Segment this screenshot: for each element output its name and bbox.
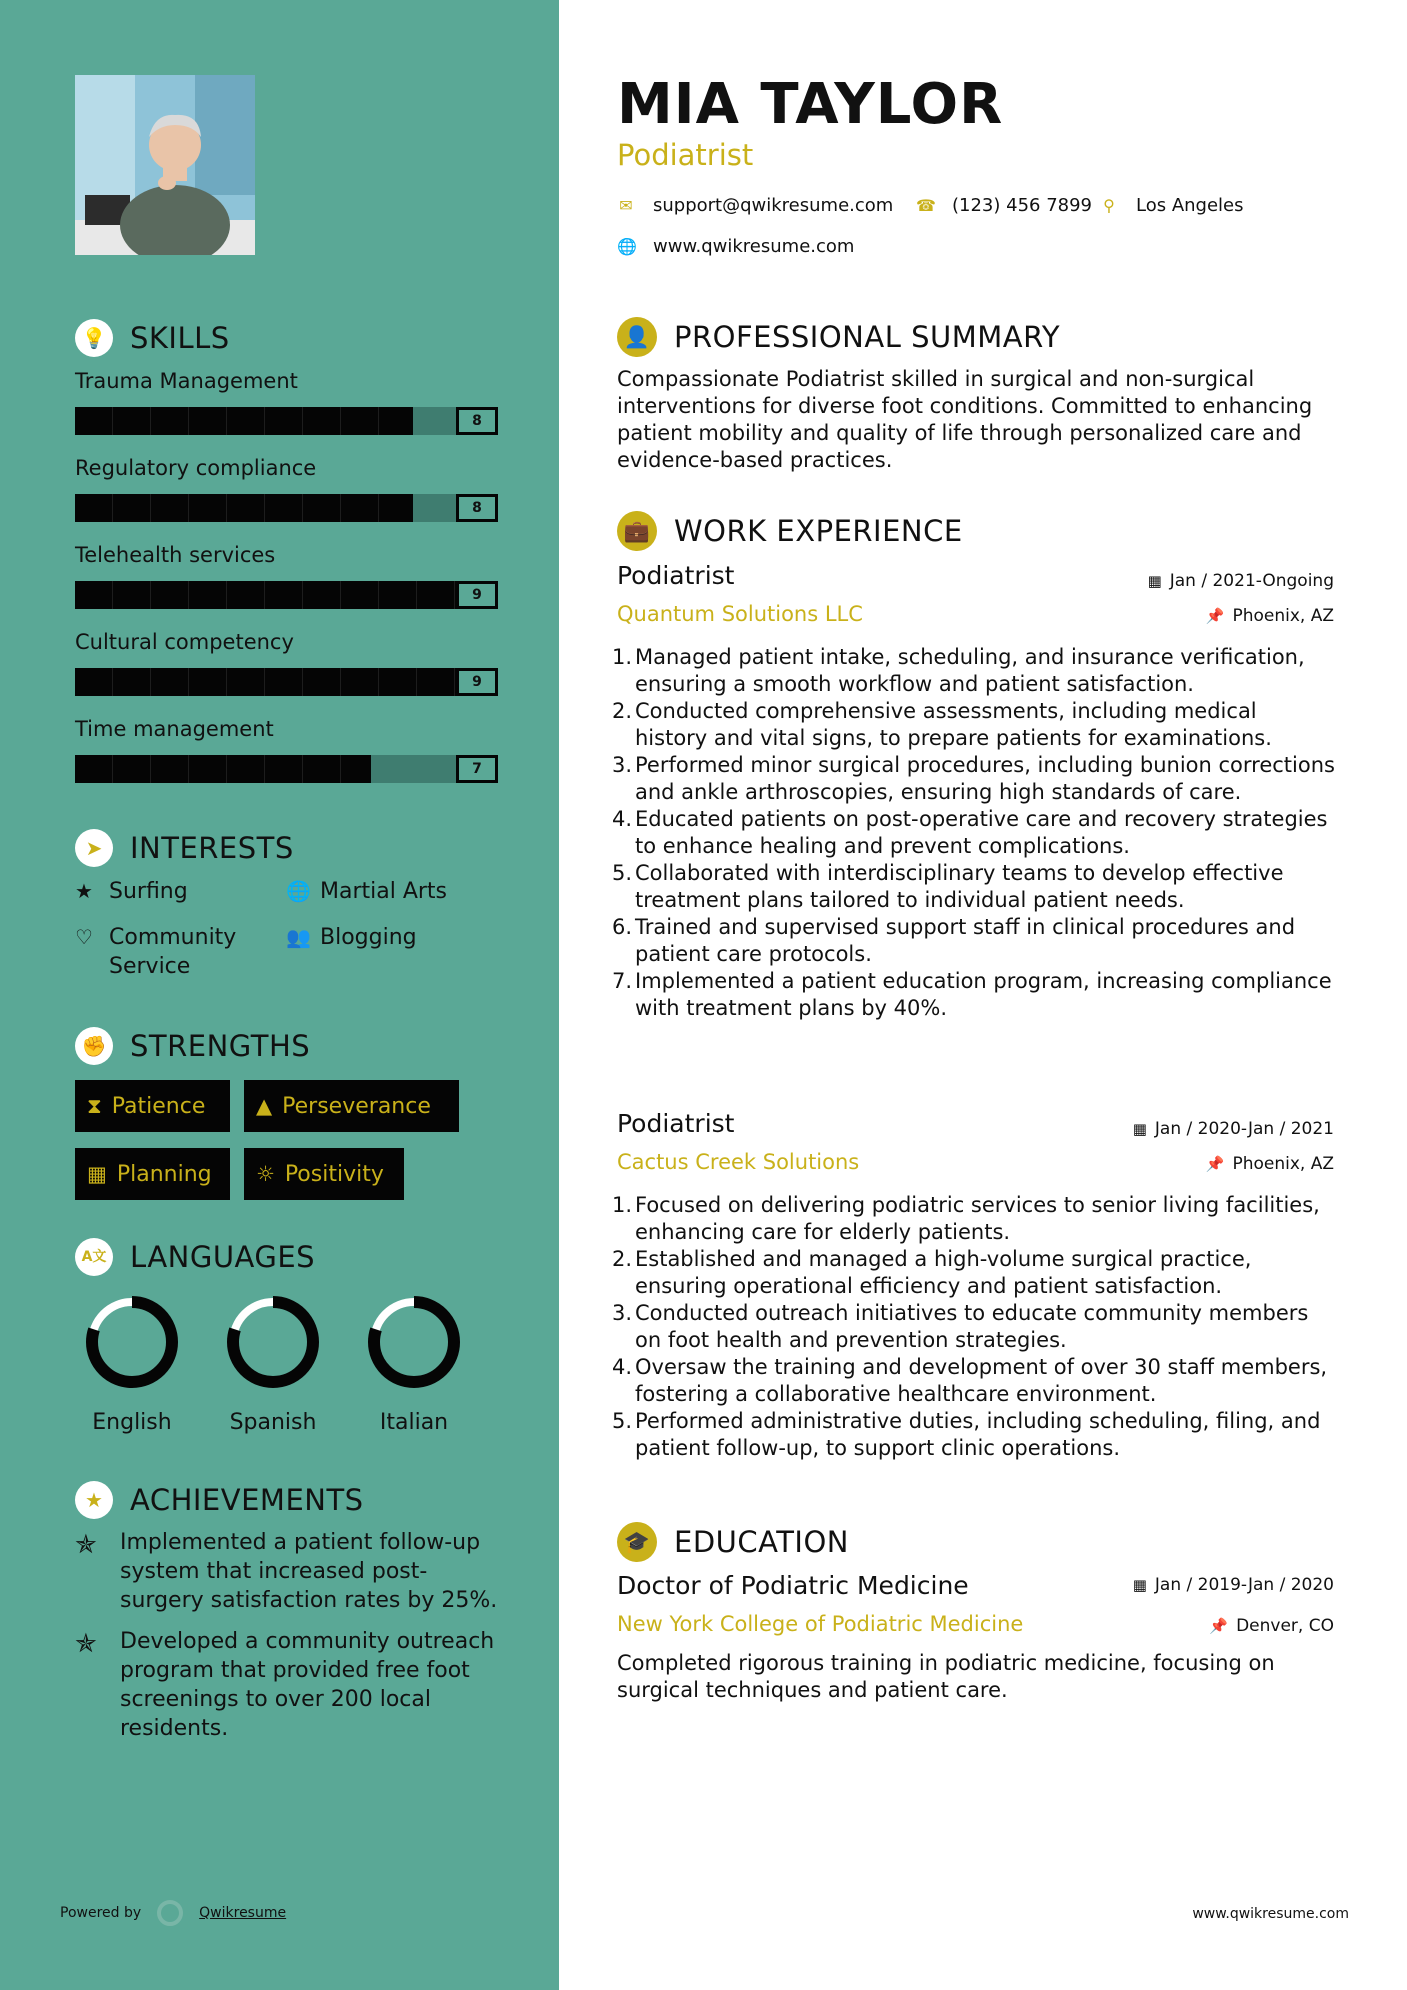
paper-plane-icon: ➤ <box>75 829 113 867</box>
users-icon: 👥 <box>286 925 311 949</box>
envelope-icon: ✉ <box>619 196 633 215</box>
skill-item <box>75 452 498 522</box>
interests-title: INTERESTS <box>130 831 294 865</box>
skill-bar <box>75 668 498 696</box>
skill-level-badge: 9 <box>456 581 498 609</box>
duty-text: Conducted outreach initiatives to educate community members on foot health and prevention strategies. <box>635 1301 1309 1352</box>
duty-text: Trained and supervised support staff in clinical procedures and patient care protocols. <box>635 915 1296 966</box>
pushpin-icon: 📌 <box>1209 1617 1229 1635</box>
education-text: Completed rigorous training in podiatric medicine, focusing on surgical techniques and patient care. <box>617 1651 1275 1702</box>
location-text: Los Angeles <box>1136 195 1244 216</box>
list-item: 5. Performed administrative duties, including scheduling, filing, and patient follow-up, to support clinic operations. <box>612 1409 1321 1460</box>
duty-text: Oversaw the training and development of over 30 staff members, fostering a collaborative healthcare environment. <box>635 1355 1328 1406</box>
skill-item <box>75 626 498 696</box>
job-title: Podiatrist <box>617 561 735 590</box>
interest-item <box>75 877 275 906</box>
skill-item <box>75 713 498 783</box>
skill-bar-fill <box>75 668 456 696</box>
strengths-heading <box>75 1026 310 1066</box>
map-pin-icon: ⚲ <box>1103 196 1115 215</box>
languages-heading <box>75 1237 315 1277</box>
job-location <box>1206 606 1334 626</box>
interest-item <box>286 877 506 906</box>
duty-text: Conducted comprehensive assessments, including medical history and vital signs, to prepare patients for examinations. <box>635 699 1272 750</box>
shooting-star-icon: ✯ <box>75 1629 97 1659</box>
email-text: support@qwikresume.com <box>653 195 894 216</box>
powered-by <box>60 1900 286 1926</box>
job-location <box>1206 1154 1334 1174</box>
language-ring <box>225 1294 321 1390</box>
interest-label: Surfing <box>109 879 188 904</box>
skill-item <box>75 539 498 609</box>
user-icon: 👤 <box>617 317 657 357</box>
strength-tag <box>75 1148 230 1200</box>
job-location-text: Phoenix, AZ <box>1232 1154 1334 1174</box>
experience-title: WORK EXPERIENCE <box>674 514 963 548</box>
achievements-heading <box>75 1480 364 1520</box>
job-company: Cactus Creek Solutions <box>617 1150 860 1174</box>
calendar-icon: ▦ <box>87 1162 107 1186</box>
pushpin-icon: 📌 <box>1205 607 1225 625</box>
handshake-icon: ♡ <box>75 925 93 949</box>
candidate-name: MIA TAYLOR <box>617 72 1004 137</box>
duty-text: Performed minor surgical procedures, including bunion corrections and ankle arthroscopies, ensuring high standards of care. <box>635 753 1335 804</box>
list-item: 6. Trained and supervised support staff in clinical procedures and patient care protocols. <box>612 915 1296 966</box>
hourglass-icon: ⧗ <box>87 1093 102 1118</box>
interest-item <box>75 923 275 981</box>
trophy-star-icon: ★ <box>75 1481 113 1519</box>
strength-tag <box>244 1080 459 1132</box>
duty-text: Collaborated with interdisciplinary teams to develop effective treatment plans tailored to individual patient needs. <box>635 861 1284 912</box>
duty-text: Established and managed a high-volume surgical practice, ensuring operational efficiency and patient satisfaction. <box>635 1247 1252 1298</box>
strength-label: Perseverance <box>282 1093 431 1119</box>
contact-email[interactable] <box>617 195 893 216</box>
lightbulb-icon: 💡 <box>75 319 113 357</box>
skill-bar-fill <box>75 494 413 522</box>
achievements-title: ACHIEVEMENTS <box>130 1483 364 1517</box>
skill-level-badge: 8 <box>456 494 498 522</box>
phone-icon: ☎ <box>916 196 936 215</box>
contact-location <box>1100 195 1244 216</box>
degree-title: Doctor of Podiatric Medicine <box>617 1571 969 1600</box>
strength-label: Positivity <box>284 1161 384 1187</box>
skills-heading <box>75 318 230 358</box>
skill-bar <box>75 494 498 522</box>
sidebar <box>0 0 559 1990</box>
education-title: EDUCATION <box>674 1525 850 1559</box>
achievement-text: Developed a community outreach program that provided free foot screenings to over 200 local residents. <box>120 1629 495 1741</box>
duty-text: Educated patients on post-operative care and recovery strategies to enhance healing and prevent complications. <box>635 807 1328 858</box>
list-item: 2. Established and managed a high-volume surgical practice, ensuring operational efficiency and patient satisfaction. <box>612 1247 1252 1298</box>
achievement-item <box>75 1627 505 1743</box>
sun-icon: ☼ <box>256 1162 275 1186</box>
job-dates-text: Jan / 2020-Jan / 2021 <box>1154 1119 1334 1139</box>
list-item: 4. Oversaw the training and development of over 30 staff members, fostering a collaborative healthcare environment. <box>612 1355 1328 1406</box>
skill-bar-fill <box>75 407 413 435</box>
job-dates-text: Jan / 2021-Ongoing <box>1169 571 1334 591</box>
contact-phone[interactable] <box>916 195 1092 216</box>
job-company: Quantum Solutions LLC <box>617 602 863 626</box>
skill-bar <box>75 581 498 609</box>
globe-icon: 🌐 <box>617 237 637 256</box>
language-name: Spanish <box>229 1410 317 1435</box>
list-item: 2. Conducted comprehensive assessments, including medical history and vital signs, to prepare patients for examinations. <box>612 699 1272 750</box>
strength-tag <box>75 1080 230 1132</box>
skill-name: Trauma Management <box>75 369 298 393</box>
job-dates <box>1133 1119 1334 1139</box>
education-dates <box>1133 1575 1334 1595</box>
fist-icon: ✊ <box>75 1027 113 1065</box>
interest-item <box>286 923 506 952</box>
candidate-role: Podiatrist <box>617 138 754 172</box>
road-icon: ▲ <box>256 1094 273 1118</box>
calendar-icon: ▦ <box>1132 1120 1147 1138</box>
strength-label: Patience <box>111 1093 206 1119</box>
skill-bar-fill <box>75 755 371 783</box>
job-duties-list <box>612 1192 1335 1462</box>
star-icon: ★ <box>75 879 93 903</box>
strength-tag <box>244 1148 404 1200</box>
footer-website[interactable]: www.qwikresume.com <box>1192 1906 1349 1922</box>
skill-item <box>75 365 498 435</box>
list-item: 1. Managed patient intake, scheduling, and insurance verification, ensuring a smooth workflow and patient satisfaction. <box>612 645 1305 696</box>
brand-link[interactable]: Qwikresume <box>199 1905 287 1921</box>
skill-name: Telehealth services <box>75 543 276 567</box>
education-location <box>1209 1616 1334 1636</box>
language-item <box>359 1294 469 1435</box>
pushpin-icon: 📌 <box>1205 1155 1225 1173</box>
skill-bar <box>75 407 498 435</box>
skill-name: Cultural competency <box>75 630 294 654</box>
list-item: 5. Collaborated with interdisciplinary teams to develop effective treatment plans tailored to individual patient needs. <box>612 861 1284 912</box>
summary-heading <box>617 316 1060 358</box>
profile-photo <box>75 75 255 255</box>
skill-level-badge: 7 <box>456 755 498 783</box>
job-duties-list <box>612 644 1335 1022</box>
summary-title: PROFESSIONAL SUMMARY <box>674 320 1061 354</box>
language-name: Italian <box>379 1410 449 1435</box>
interest-label: Martial Arts <box>320 879 448 904</box>
language-name: English <box>92 1410 172 1435</box>
graduation-icon: 🎓 <box>617 1522 657 1562</box>
website-text: www.qwikresume.com <box>653 236 855 257</box>
contact-website[interactable] <box>617 236 854 257</box>
languages-title: LANGUAGES <box>130 1240 316 1274</box>
skill-level-badge: 8 <box>456 407 498 435</box>
strengths-title: STRENGTHS <box>130 1029 311 1063</box>
education-heading <box>617 1521 849 1563</box>
experience-heading <box>617 510 963 552</box>
duty-text: Performed administrative duties, including scheduling, filing, and patient follow-up, to support clinic operations. <box>635 1409 1321 1460</box>
education-location-text: Denver, CO <box>1236 1616 1334 1636</box>
skill-name: Time management <box>75 717 274 741</box>
powered-by-label: Powered by <box>60 1905 142 1921</box>
duty-text: Managed patient intake, scheduling, and insurance verification, ensuring a smooth workflow and patient satisfaction. <box>635 645 1305 696</box>
skill-level-badge: 9 <box>456 668 498 696</box>
language-ring <box>366 1294 462 1390</box>
calendar-icon: ▦ <box>1132 1576 1147 1594</box>
list-item: 3. Performed minor surgical procedures, including bunion corrections and ankle arthroscopies, ensuring high standards of care. <box>612 753 1335 804</box>
job-dates <box>1148 571 1334 591</box>
interests-heading <box>75 828 294 868</box>
translate-icon: A文 <box>75 1238 113 1276</box>
skills-title: SKILLS <box>130 321 230 355</box>
list-item: 1. Focused on delivering podiatric services to senior living facilities, enhancing care for elderly patients. <box>612 1193 1320 1244</box>
achievement-item <box>75 1528 505 1615</box>
list-item: 4. Educated patients on post-operative care and recovery strategies to enhance healing and prevent complications. <box>612 807 1328 858</box>
skill-bar-fill <box>75 581 456 609</box>
duty-text: Implemented a patient education program, increasing compliance with treatment plans by 40%. <box>635 969 1332 1020</box>
summary-text: Compassionate Podiatrist skilled in surgical and non-surgical interventions for diverse foot conditions. Committed to enhancing patient mobility and quality of life through personalized care and evidence-based practices. <box>617 367 1313 472</box>
interest-label: Blogging <box>320 925 417 950</box>
list-item: 3. Conducted outreach initiatives to educate community members on foot health and prevention strategies. <box>612 1301 1309 1352</box>
skill-name: Regulatory compliance <box>75 456 317 480</box>
education-dates-text: Jan / 2019-Jan / 2020 <box>1154 1575 1334 1595</box>
skill-bar <box>75 755 498 783</box>
job-location-text: Phoenix, AZ <box>1232 606 1334 626</box>
job-title: Podiatrist <box>617 1109 735 1138</box>
globe-icon: 🌐 <box>286 879 311 903</box>
calendar-icon: ▦ <box>1147 572 1162 590</box>
phone-text: (123) 456 7899 <box>952 195 1093 216</box>
school-name: New York College of Podiatric Medicine <box>617 1612 1024 1636</box>
qwikresume-logo-icon <box>157 1900 183 1926</box>
language-ring <box>84 1294 180 1390</box>
shooting-star-icon: ✯ <box>75 1530 97 1560</box>
achievement-text: Implemented a patient follow-up system that increased post-surgery satisfaction rates by 25%. <box>120 1530 498 1613</box>
list-item: 7. Implemented a patient education program, increasing compliance with treatment plans by 40%. <box>612 969 1332 1020</box>
language-item <box>218 1294 328 1435</box>
interest-label: Community Service <box>109 925 237 979</box>
strength-label: Planning <box>116 1161 212 1187</box>
duty-text: Focused on delivering podiatric services to senior living facilities, enhancing care for elderly patients. <box>635 1193 1320 1244</box>
language-item <box>77 1294 187 1435</box>
briefcase-icon: 💼 <box>617 511 657 551</box>
